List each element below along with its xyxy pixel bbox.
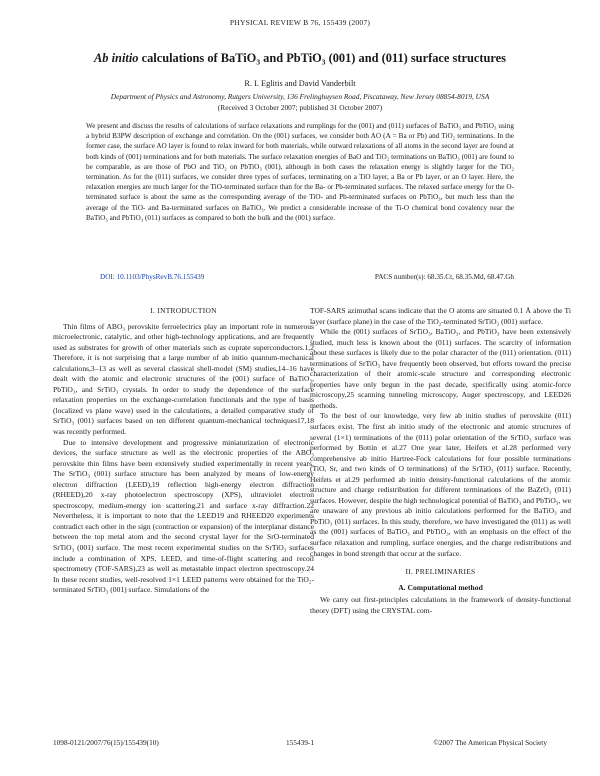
pacs-numbers: PACS number(s): 68.35.Ct, 68.35.Md, 68.47.Gh: [374, 273, 514, 281]
section-heading-introduction: I. INTRODUCTION: [150, 306, 217, 315]
paper-title: [40, 51, 560, 66]
abstract: We present and discuss the results of calculations of surface relaxations and rumplings for the (001) and (011) surfaces of BaTiO₃ and PbTiO₃ using a hybrid B3PW description of exchange and correlation. On the (001) surfaces, we consider both AO (A = Ba or Pb) and TiO₂ terminations. In the former case, the surface AO layer is found to relax inward for both materials, while outward relaxations of all atoms in the second layer are found at both kinds of (001) terminations and for both materials. The surface relaxation energies of BaO and TiO₂ terminations on BaTiO₃ (001) are found to be comparable, as are those of PbO and TiO₂ on PbTiO₃ (001), although in both cases the relaxation energy is slightly larger for the TiO₂ termination. As for the (011) surfaces, we consider three types of surfaces, terminating on a TiO layer, a Ba or Pb layer, or an O layer. Here, the relaxation energies are much larger for the TiO-terminated surface than for the Ba- or Pb-terminated surfaces. The relaxed surface energy for the O-terminated surface is about the same as the corresponding average of the TiO- and Pb-terminated surfaces on PbTiO₃, but much less than the average of the TiO- and Ba-terminated surfaces on BaTiO₃. We predict a considerable increase of the Ti-O chemical bond covalency near the BaTiO₃ and PbTiO₃ (011) surfaces as compared to both the bulk and the (001) surface.: [86, 122, 514, 222]
title-text: calculations of BaTiO₃ and PbTiO₃ (001) and (011) surface structures: [141, 51, 506, 65]
copyright: ©2007 The American Physical Society: [433, 738, 547, 747]
doi-anchor[interactable]: DOI: 10.1103/PhysRevB.76.155439: [100, 273, 205, 281]
paragraph: Thin films of ABO₃ perovskite ferroelectrics play an important role in numerous microelectronic, catalytic, and other high-technology applications, and are frequently used as substrates for growth of other materials such as cuprate superconductors.1,2 Therefore, it is not surprising that a large number of ab initio quantum-mechanical calculations,3–13 as well as several classical shell-model (SM) studies,14–16 have dealt with the atomic and electronic structures of the (001) surface of BaTiO₃, PbTiO₃, and SrTiO₃ crystals. In order to study the dependence of the surface relaxation properties on the exchange-correlation functionals and the type of basis (localized vs plane wave) used in the calculations, a detailed comparative study of SrTiO₃ (001) surfaces based on ten different quantum-mechanical techniques17,18 was recently performed.: [53, 321, 314, 437]
paragraph: TOF-SARS azimuthal scans indicate that the O atoms are situated 0.1 Å above the Ti layer (surface plane) in the case of the TiO₂-terminated SrTiO₃ (001) surface.: [310, 306, 571, 326]
received-dates: (Received 3 October 2007; published 31 October 2007): [217, 103, 383, 112]
left-column: [53, 306, 314, 596]
section-heading-preliminaries: II. PRELIMINARIES: [405, 567, 476, 577]
page-number: 155439-1: [286, 738, 314, 747]
affiliation: Department of Physics and Astronomy, Rutgers University, 136 Frelinghuysen Road, Piscataway, New Jersey 08854-8019, USA: [110, 92, 490, 101]
footer-identifier: 1098-0121/2007/76(15)/155439(10): [53, 738, 159, 747]
paragraph: Due to intensive development and progressive miniaturization of electronic devices, the surface structure as well as the electronic properties of the ABO₃ perovskite thin films have been extensively studied experimentally in recent years. The SrTiO₃ (001) surface structure has been analyzed by means of low-energy electron diffraction (LEED),19 reflection high-energy electron diffraction (RHEED),20 x-ray photoelectron spectroscopy (XPS), ultraviolet electron spectroscopy, medium-energy ion scattering,21 and surface x-ray diffraction.22 Nevertheless, it is important to note that the LEED19 and RHEED20 experiments contradict each other in the sign (contraction or expansion) of the interplanar distance between the top metal atom and the second crystal layer for the SrO-terminated SrTiO₃ (001) surface. The most recent experimental studies on the SrTiO₃ surfaces include a combination of XPS, LEED, and time-of-flight scattering and recoil spectrometry (TOF-SARS),23 as well as metastable impact electron spectroscopy.24 In these recent studies, well-resolved 1×1 LEED patterns were obtained for the TiO₂-terminated SrTiO₃ (001) surface. Simulations of the: [53, 437, 314, 595]
authors: R. I. Eglitis and David Vanderbilt: [244, 79, 356, 88]
journal-header: PHYSICAL REVIEW B 76, 155439 (2007): [229, 18, 371, 27]
paragraph: While the (001) surfaces of SrTiO₃, BaTiO₃, and PbTiO₃ have been extensively studied, much less is known about the (011) surfaces. The scarcity of information about these surfaces is likely due to the polar character of the (011) orientation. (011) terminations of SrTiO₃ have frequently been observed, but efforts toward the precise characterization of their atomic-scale structure and corresponding electronic properties have only begun in the past decade, specifically using atomic-force microscopy,25 scanning tunneling microscopy, Auger spectroscopy, and LEED26 methods.: [310, 327, 571, 410]
title-italic-prefix: Ab initio: [94, 51, 139, 65]
doi-link[interactable]: [100, 273, 204, 281]
subsection-heading-computational-method: A. Computational method: [398, 582, 483, 592]
paragraph: We carry out first-principles calculations in the framework of density-functional theory (DFT) using the CRYSTAL com-: [310, 595, 571, 615]
right-column: [310, 306, 571, 616]
paragraph: To the best of our knowledge, very few ab initio studies of perovskite (011) surfaces exist. The first ab initio study of the electronic and atomic structures of several (1×1) terminations of the (011) polar orientation of the SrTiO₃ surface was performed by Bottin et al.27 One year later, Heifets et al.28 performed very comprehensive ab initio Hartree-Fock calculations for four possible terminations (TiO, Sr, and two kinds of O terminations) of the SrTiO₃ (011) surface. Recently, Heifets et al.29 performed ab initio density-functional calculations of the atomic structure and charge redistribution for different terminations of the BaZrO₃ (011) surfaces. However, despite the high technological potential of BaTiO₃ and PbTiO₃, we are unaware of any previous ab initio calculations performed for the BaTiO₃ and PbTiO₃ (011) surfaces. In this study, therefore, we have investigated the (011) as well as the (001) surfaces of BaTiO₃ and PbTiO₃, with an emphasis on the effect of the surface relaxation and rumpling, surface energies, and the charge redistributions and changes in bond strength that occur at the surface.: [310, 411, 571, 558]
